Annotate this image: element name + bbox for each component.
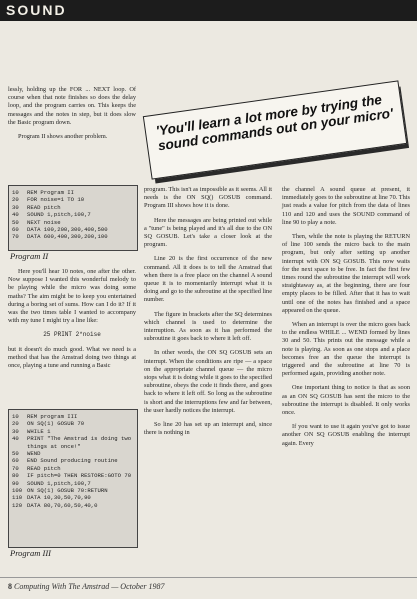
col2-paragraph: Here the messages are being printed out while a "tune" is being played and it's all due to the ON SQ GOSUB. Let's take a closer look at the program. — [144, 216, 272, 249]
footer-rule — [0, 577, 417, 578]
code-row — [12, 465, 134, 472]
code-row — [12, 189, 134, 196]
code-line-number: 70 — [12, 464, 19, 472]
code-row — [12, 413, 134, 420]
code-row — [12, 457, 134, 464]
col3-paragraph: the channel A sound queue at present, it immediately goes to the subroutine at line 70. This just reads a value for pitch from the data of lines 110 and 120 and uses the SOUND command of line 90 to play a note. — [282, 186, 410, 226]
code-statement: REM program III — [27, 413, 78, 420]
col3-paragraph: When an interrupt is over the micro goes back to the endless WHILE ... WEND formed by lines 30 and 50. This prints out the message while a note is playing. As soon as one stops and a place becomes free an the queue the interrupt is triggered and the subroutine at line 70 is performed again, providing another note. — [282, 321, 410, 378]
code-row — [12, 204, 134, 211]
code-line-number: 100 — [12, 487, 23, 495]
col3-paragraph: If you want to use it again you've got to issue another ON SQ GOSUB enabling the interrupt again. Every — [282, 423, 410, 447]
code-statement: END Sound producing routine — [27, 457, 118, 465]
page-footer — [8, 582, 408, 591]
col2-paragraph: So line 20 has set up an interrupt and, since there is nothing in — [144, 421, 272, 437]
code-line-number: 10 — [12, 189, 19, 196]
code-statement: DATA 600,400,300,200,100 — [27, 233, 108, 241]
code-statement: DATA 10,30,50,70,90 — [27, 494, 91, 502]
code-line-number: 60 — [12, 457, 19, 465]
code-row — [12, 450, 134, 457]
program-2-caption: Program II — [10, 251, 49, 261]
code-statement: DATA 100,200,300,400,500 — [27, 226, 108, 234]
col1-paragraph: Here you'll hear 10 notes, one after the other. Now suppose I wanted this wonderful melody to be playing while the micro was doing some maths? The aim might be to keep you entertained during a boring set of sums. How can I do it? If it was the two times table I wanted to accompany with my tune I might try a line like: — [8, 268, 136, 325]
column-1 — [8, 86, 136, 147]
code-statement: ON SQ(1) GOSUB 70 — [27, 420, 85, 428]
code-line-number: 50 — [12, 218, 19, 226]
code-row — [12, 428, 134, 435]
code-line-number: 80 — [12, 472, 19, 480]
code-row — [12, 435, 134, 450]
code-row — [12, 420, 134, 427]
col2-paragraph: Line 20 is the first occurrence of the new command. All it does is to tell the Amstrad that when there is a free place on the channel A sound queue it is to momentarily interrupt what it is doing and go to the subroutine at the specified line number. — [144, 255, 272, 304]
column-2 — [144, 186, 272, 443]
col3-paragraph: Then, while the note is playing the RETURN of line 100 sends the micro back to the main program, but only after setting up another interrupt with ON SQ GOSUB. This now waits for the next space to be free. In fact the first few times round the subroutine the interrupt will work straightaway as, at the beginning, there are four empty places to be filled. After that it has to wait until one of the notes has finished and a space appeared on the queue. — [282, 233, 410, 314]
code-statement: READ pitch — [27, 203, 61, 211]
col1-paragraph: but it doesn't do much good. What we need is a method that has the Amstrad doing two things at once, playing a tune and running a Basic — [8, 345, 136, 370]
code-line-number: 120 — [12, 501, 23, 509]
col2-paragraph: The figure in brackets after the SQ determines which channel is used to determine the interruption. As soon as it has performed the subroutine it goes back to where it left off. — [144, 310, 272, 343]
col2-paragraph: In other words, the ON SQ GOSUB sets an interrupt. When the conditions are ripe — a space on the appropriate channel queue — the micro stops what it is doing while it goes to the specified subroutine, obeys the code it finds there, and goes back to where it left off. So long as the subroutine is short and the interruptions few and far between, the user hardly notices the interrupt. — [144, 349, 272, 414]
pull-quote-text: 'You'll learn a lot more by trying the sound commands out on your micro' — [154, 91, 395, 154]
code-line-number: 30 — [12, 203, 19, 211]
inline-code-line: 25 PRINT 2*noise — [43, 331, 101, 339]
col1-paragraph: lessly, holding up the FOR ... NEXT loop. Of course when that note finishes so does the delay loop, and the program carries on. This keeps the messages and the notes in step, but it does slow the Basic program down. — [8, 86, 136, 126]
col3-paragraph: One important thing to notice is that as soon as an ON SQ GOSUB has sent the micro to the subroutine the interrupt is disabled. It only works once. — [282, 384, 410, 417]
code-line-number: 60 — [12, 226, 19, 234]
col2-paragraph: program. This isn't as impossible as it seems. All it needs is the ON SQ() GOSUB command. Program III shows how it is done. — [144, 186, 272, 210]
code-row — [12, 502, 134, 509]
page-number: 8 — [8, 582, 12, 591]
code-statement: NEXT noise — [27, 218, 61, 226]
code-row — [12, 494, 134, 501]
code-line-number: 40 — [12, 211, 19, 219]
code-statement: WEND — [27, 450, 41, 458]
code-line-number: 40 — [12, 435, 19, 443]
code-row — [12, 472, 134, 479]
code-line-number: 50 — [12, 450, 19, 458]
code-line-number: 20 — [12, 420, 19, 428]
code-line-number: 90 — [12, 479, 19, 487]
section-title: SOUND — [6, 2, 67, 18]
program-3-caption: Program III — [10, 548, 51, 558]
code-statement: IF pitch=0 THEN RESTORE:GOTO 70 — [27, 472, 132, 480]
code-line-number: 30 — [12, 427, 19, 435]
code-row — [12, 196, 134, 203]
code-statement: SOUND 1,pitch,100,7 — [27, 479, 91, 487]
code-statement: WHILE 1 — [27, 427, 51, 435]
code-line-number: 20 — [12, 196, 19, 204]
code-statement: READ pitch — [27, 464, 61, 472]
pull-quote — [140, 92, 410, 168]
code-statement: REM Program II — [27, 189, 74, 196]
code-row — [12, 211, 134, 218]
code-statement: FOR noise=1 TO 10 — [27, 196, 85, 204]
col1-paragraph: Program II shows another problem. — [18, 133, 108, 141]
code-row — [12, 480, 134, 487]
code-line-number: 70 — [12, 233, 19, 241]
code-row — [12, 233, 134, 240]
code-statement: DATA 80,70,60,50,40,0 — [27, 501, 98, 509]
code-statement: ON SQ(1) GOSUB 70:RETURN — [27, 487, 108, 495]
footer-publication: Computing With The Amstrad — October 1987 — [14, 582, 165, 591]
column-3 — [282, 186, 410, 454]
code-statement: PRINT "The Amstrad is doing two things at once!" — [27, 435, 132, 450]
code-line-number: 10 — [12, 413, 19, 420]
code-row — [12, 487, 134, 494]
code-row — [12, 226, 134, 233]
code-row — [12, 219, 134, 226]
program-3-listing — [8, 409, 138, 548]
code-line-number: 110 — [12, 494, 23, 502]
code-statement: SOUND 1,pitch,100,7 — [27, 211, 91, 219]
program-2-listing — [8, 185, 138, 251]
column-1-continued — [8, 268, 136, 376]
